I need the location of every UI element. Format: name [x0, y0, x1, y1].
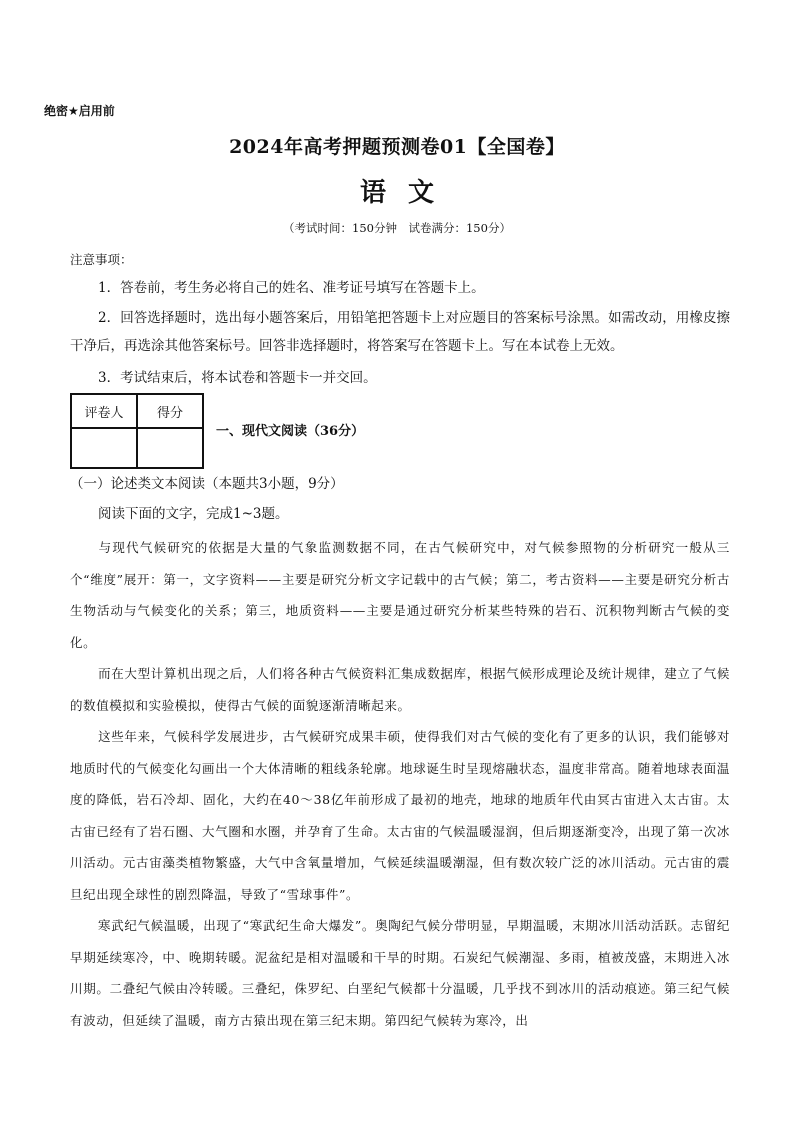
time-info: （考试时间：150分钟 试卷满分：150分） — [283, 221, 511, 235]
grader-header: 评卷人 — [71, 394, 137, 428]
score-cell[interactable] — [137, 428, 203, 468]
reading-instruction: 阅读下面的文字，完成1~3题。 — [98, 506, 289, 522]
exam-title: 2024年高考押题预测卷01【全国卷】 — [229, 136, 565, 158]
passage-paragraph-2: 而在大型计算机出现之后，人们将各种古气候资料汇集成数据库，根据气候形成理论及统计规律，建立了气候的数值模拟和实验模拟，使得古气候的面貌逐渐清晰起来。 — [70, 666, 730, 713]
subject-title: 语文 — [359, 178, 456, 208]
score-header: 得分 — [137, 394, 203, 428]
grader-cell[interactable] — [71, 428, 137, 468]
notice-item-1: 1．答卷前，考生务必将自己的姓名、准考证号填写在答题卡上。 — [98, 280, 485, 296]
secret-label: 绝密★启用前 — [44, 104, 115, 118]
sub-section-heading: （一）论述类文本阅读（本题共3小题，9分） — [70, 476, 344, 492]
notice-item-3: 3．考试结束后，将本试卷和答题卡一并交回。 — [98, 370, 377, 386]
section-heading: 一、现代文阅读（36分） — [216, 424, 365, 439]
passage-paragraph-4: 寒武纪气候温暖，出现了“寒武纪生命大爆发”。奥陶纪气候分带明显，早期温暖，末期冰川活动活跃。志留纪早期延续寒冷，中、晚期转暖。泥盆纪是相对温暖和干旱的时期。石炭纪气候潮湿、多雨，植被茂盛，末期进入冰川期。二叠纪气候由冷转暖。三叠纪，侏罗纪、白垩纪气候都十分温暖，几乎找不到冰川的活动痕迹。第三纪气候有波动，但延续了温暖，南方古猿出现在第三纪末期。第四纪气候转为寒冷，出 — [70, 918, 730, 1028]
passage-paragraph-3: 这些年来，气候科学发展进步，古气候研究成果丰硕，使得我们对古气候的变化有了更多的认识，我们能够对地质时代的气候变化勾画出一个大体清晰的粗线条轮廓。地球诞生时呈现熔融状态，温度非常高。随着地球表面温度的降低，岩石冷却、固化，大约在40～38亿年前形成了最初的地壳，地球的地质年代由冥古宙进入太古宙。太古宙已经有了岩石圈、大气圈和水圈，并孕育了生命。太古宙的气候温暖湿润，但后期逐渐变冷，出现了第一次冰川活动。元古宙藻类植物繁盛，大气中含氧量增加，气候延续温暖潮湿，但有数次较广泛的冰川活动。元古宙的震旦纪出现全球性的剧烈降温，导致了“雪球事件”。 — [70, 729, 730, 902]
notice-item-2: 2．回答选择题时，选出每小题答案后，用铅笔把答题卡上对应题目的答案标号涂黑。如需改动，用橡皮擦干净后，再选涂其他答案标号。回答非选择题时，将答案写在答题卡上。写在本试卷上无效。 — [70, 310, 730, 354]
score-table — [70, 393, 204, 469]
notice-heading: 注意事项： — [70, 252, 133, 267]
passage-paragraph-1: 与现代气候研究的依据是大量的气象监测数据不同，在古气候研究中，对气候参照物的分析研究一般从三个“维度”展开：第一，文字资料——主要是研究分析文字记载中的古气候；第二，考古资料——主要是研究分析古生物活动与气候变化的关系；第三，地质资料——主要是通过研究分析某些特殊的岩石、沉积物判断古气候的变化。 — [70, 540, 730, 650]
